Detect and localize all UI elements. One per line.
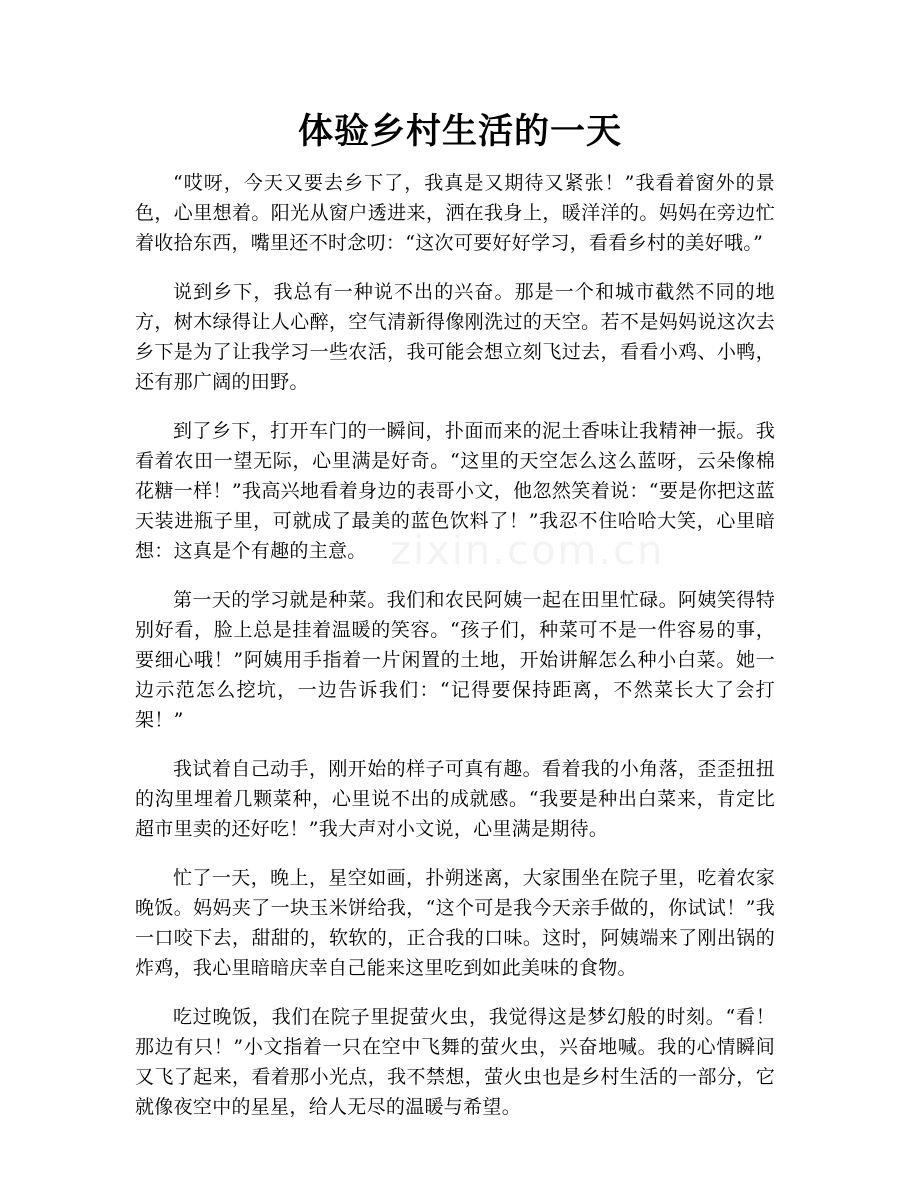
paragraph-7: 吃过晚饭，我们在院子里捉萤火虫，我觉得这是梦幻般的时刻。“看！那边有只！”小文指着一只在空中飞舞的萤火虫，兴奋地喊。我的心情瞬间又飞了起来，看着那小光点，我不禁想，萤火虫也是乡村生活的一部分，它就像夜空中的星星，给人无尽的温暖与希望。 [135,1006,775,1118]
document-body [135,168,775,1141]
paragraph-1: “哎呀，今天又要去乡下了，我真是又期待又紧张！”我看着窗外的景色，心里想着。阳光从窗户透进来，洒在我身上，暖洋洋的。妈妈在旁边忙着收拾东西，嘴里还不时念叨：“这次可要好好学习，看看乡村的美好哦。” [135,172,775,254]
watermark: zixin.com.cn [390,528,665,574]
paragraph-2: 说到乡下，我总有一种说不出的兴奋。那是一个和城市截然不同的地方，树木绿得让人心醉，空气清新得像刚洗过的天空。若不是妈妈说这次去乡下是为了让我学习一些农活，我可能会想立刻飞过去，看看小鸡、小鸭，还有那广阔的田野。 [135,281,775,393]
paragraph-5: 我试着自己动手，刚开始的样子可真有趣。看着我的小角落，歪歪扭扭的沟里埋着几颗菜种，心里说不出的成就感。“我要是种出白菜来，肯定比超市里卖的还好吃！”我大声对小文说，心里满是期待。 [135,758,775,840]
page-title: 体验乡村生活的一天 [297,112,622,152]
paragraph-6: 忙了一天，晚上，星空如画，扑朔迷离，大家围坐在院子里，吃着农家晚饭。妈妈夹了一块玉米饼给我，“这个可是我今天亲手做的，你试试！”我一口咬下去，甜甜的，软软的，正合我的口味。这时，阿姨端来了刚出锅的炸鸡，我心里暗暗庆幸自己能来这里吃到如此美味的食物。 [135,867,775,979]
paragraph-3: 到了乡下，打开车门的一瞬间，扑面而来的泥土香味让我精神一振。我看着农田一望无际，心里满是好奇。“这里的天空怎么这么蓝呀，云朵像棉花糖一样！”我高兴地看着身边的表哥小文，他忽然笑着说：“要是你把这蓝天装进瓶子里，可就成了最美的蓝色饮料了！”我忍不住哈哈大笑，心里暗想：这真是个有趣的主意。 [135,420,775,562]
paragraph-4: 第一天的学习就是种菜。我们和农民阿姨一起在田里忙碌。阿姨笑得特别好看，脸上总是挂着温暖的笑容。“孩子们，种菜可不是一件容易的事，要细心哦！”阿姨用手指着一片闲置的土地，开始讲解怎么种小白菜。她一边示范怎么挖坑，一边告诉我们：“记得要保持距离，不然菜长大了会打架！” [135,589,775,731]
